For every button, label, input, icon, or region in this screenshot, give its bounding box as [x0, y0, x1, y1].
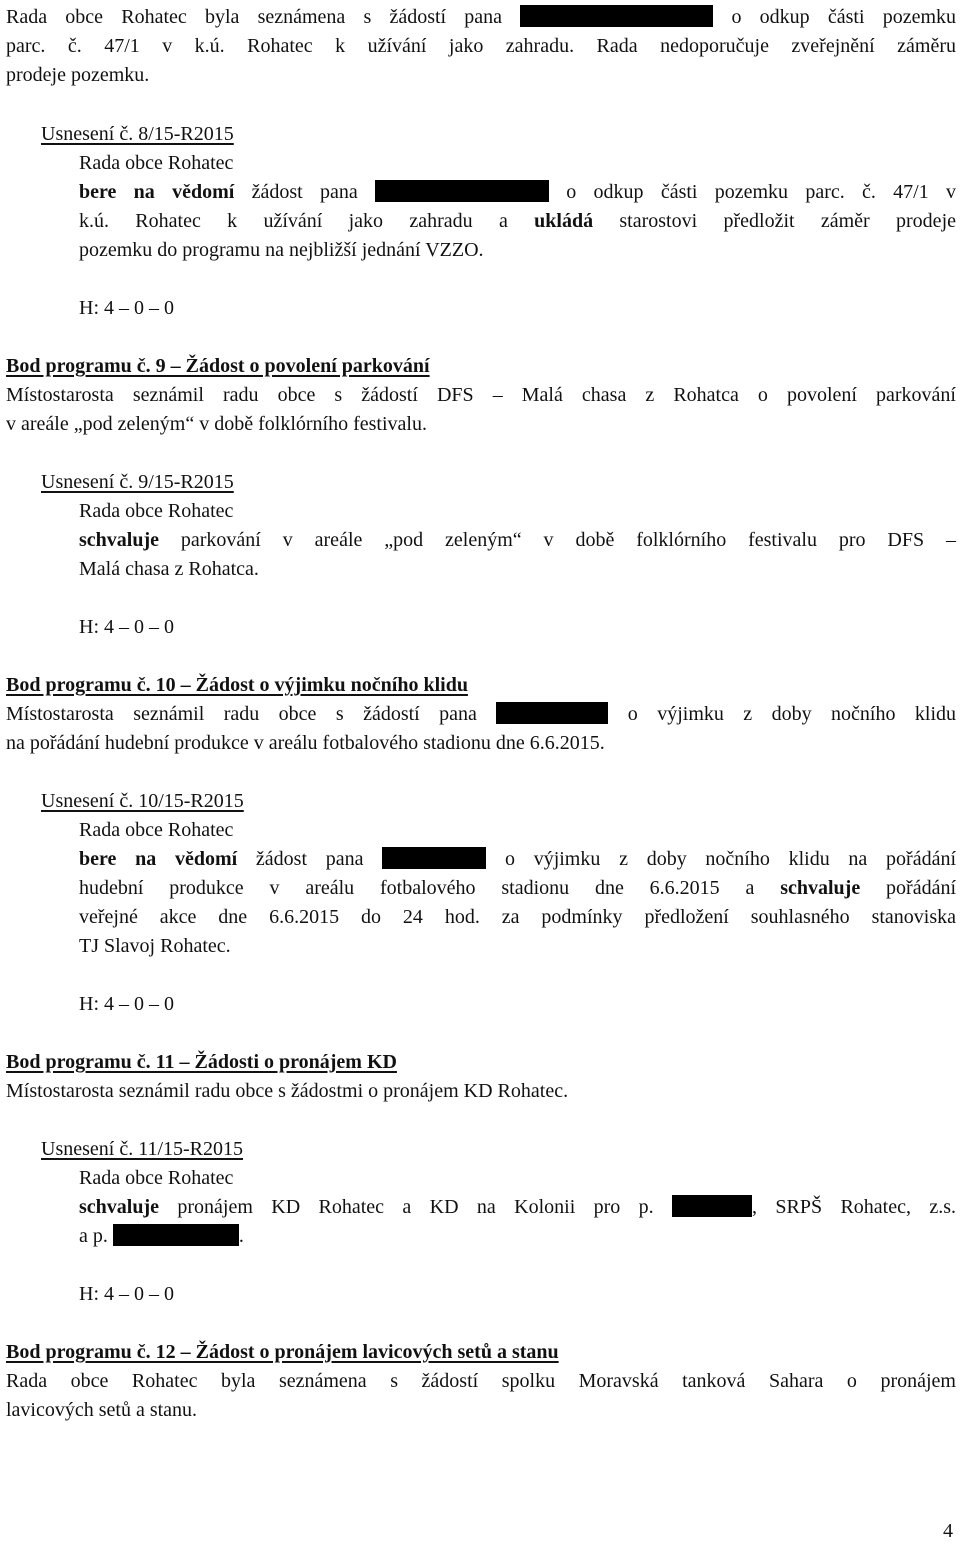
agenda-item-9-line-1: Místostarosta seznámil radu obce s žádostí DFS – Malá chasa z Rohatca o povolení parkování	[6, 384, 956, 406]
redaction-block	[113, 1224, 239, 1246]
agenda-item-10-line-2: na pořádání hudební produkce v areálu fotbalového stadionu dne 6.6.2015.	[6, 732, 605, 754]
text: o odkup části pozemku	[731, 6, 957, 28]
resolution-9-body: Rada obce Rohatec	[79, 500, 234, 522]
agenda-item-11-title: Bod programu č. 11 – Žádosti o pronájem KD	[6, 1051, 397, 1073]
resolution-8-title: Usnesení č. 8/15-R2015	[41, 123, 234, 145]
resolution-11-title: Usnesení č. 11/15-R2015	[41, 1138, 244, 1160]
vote-result-9: H: 4 – 0 – 0	[79, 616, 174, 638]
intro-line-1	[6, 3, 956, 32]
redaction-block	[672, 1195, 752, 1217]
agenda-item-10-line-1: Místostarosta seznámil radu obce s žádostí pana o výjimku z doby nočního klidu	[6, 703, 957, 725]
page-number: 4	[943, 1520, 953, 1542]
resolution-9-line-1: schvaluje parkování v areále „pod zeleným“ v době folklórního festivalu pro DFS –	[79, 529, 956, 551]
text: Rada obce Rohatec byla seznámena s žádostí pana	[6, 6, 503, 28]
agenda-item-9-title: Bod programu č. 9 – Žádost o povolení parkování	[6, 355, 430, 377]
resolution-10-line-2: hudební produkce v areálu fotbalového stadionu dne 6.6.2015 a schvaluje pořádání	[79, 877, 957, 899]
resolution-11-line-2: a p. .	[79, 1225, 244, 1247]
vote-result-8: H: 4 – 0 – 0	[79, 297, 174, 319]
resolution-8-line-3: pozemku do programu na nejbližší jednání VZZO.	[79, 239, 484, 261]
resolution-10-title: Usnesení č. 10/15-R2015	[41, 790, 244, 812]
resolution-10-line-1: bere na vědomí žádost pana o výjimku z doby nočního klidu na pořádání	[79, 848, 957, 870]
agenda-item-12-title: Bod programu č. 12 – Žádost o pronájem lavicových setů a stanu	[6, 1341, 559, 1363]
redaction-block	[375, 180, 549, 202]
resolution-9-title: Usnesení č. 9/15-R2015	[41, 471, 234, 493]
resolution-11-body: Rada obce Rohatec	[79, 1167, 234, 1189]
resolution-8-body: Rada obce Rohatec	[79, 152, 234, 174]
resolution-8-line-2: k.ú. Rohatec k užívání jako zahradu a ukládá starostovi předložit záměr prodeje	[79, 210, 956, 232]
redaction-block	[382, 847, 486, 869]
resolution-10-body: Rada obce Rohatec	[79, 819, 234, 841]
resolution-8-line-1: bere na vědomí žádost pana o odkup části pozemku parc. č. 47/1 v	[79, 181, 957, 203]
resolution-10-line-3: veřejné akce dne 6.6.2015 do 24 hod. za podmínky předložení souhlasného stanoviska	[79, 906, 956, 928]
resolution-11-line-1: schvaluje pronájem KD Rohatec a KD na Kolonii pro p. , SRPŠ Rohatec, z.s.	[79, 1196, 957, 1218]
resolution-9-line-2: Malá chasa z Rohatca.	[79, 558, 259, 580]
agenda-item-10-title: Bod programu č. 10 – Žádost o výjimku nočního klidu	[6, 674, 468, 696]
resolution-10-line-4: TJ Slavoj Rohatec.	[79, 935, 231, 957]
redaction-block	[496, 702, 608, 724]
agenda-item-11-line-1: Místostarosta seznámil radu obce s žádostmi o pronájem KD Rohatec.	[6, 1080, 569, 1102]
intro-line-2: parc. č. 47/1 v k.ú. Rohatec k užívání jako zahradu. Rada nedoporučuje zveřejnění záměru	[6, 35, 956, 57]
agenda-item-12-line-1: Rada obce Rohatec byla seznámena s žádostí spolku Moravská tanková Sahara o pronájem	[6, 1370, 956, 1392]
agenda-item-12-line-2: lavicových setů a stanu.	[6, 1399, 198, 1421]
vote-result-11: H: 4 – 0 – 0	[79, 1283, 174, 1305]
agenda-item-9-line-2: v areále „pod zeleným“ v době folklórního festivalu.	[6, 413, 427, 435]
redaction-block	[520, 5, 713, 27]
intro-line-3: prodeje pozemku.	[6, 64, 150, 86]
vote-result-10: H: 4 – 0 – 0	[79, 993, 174, 1015]
